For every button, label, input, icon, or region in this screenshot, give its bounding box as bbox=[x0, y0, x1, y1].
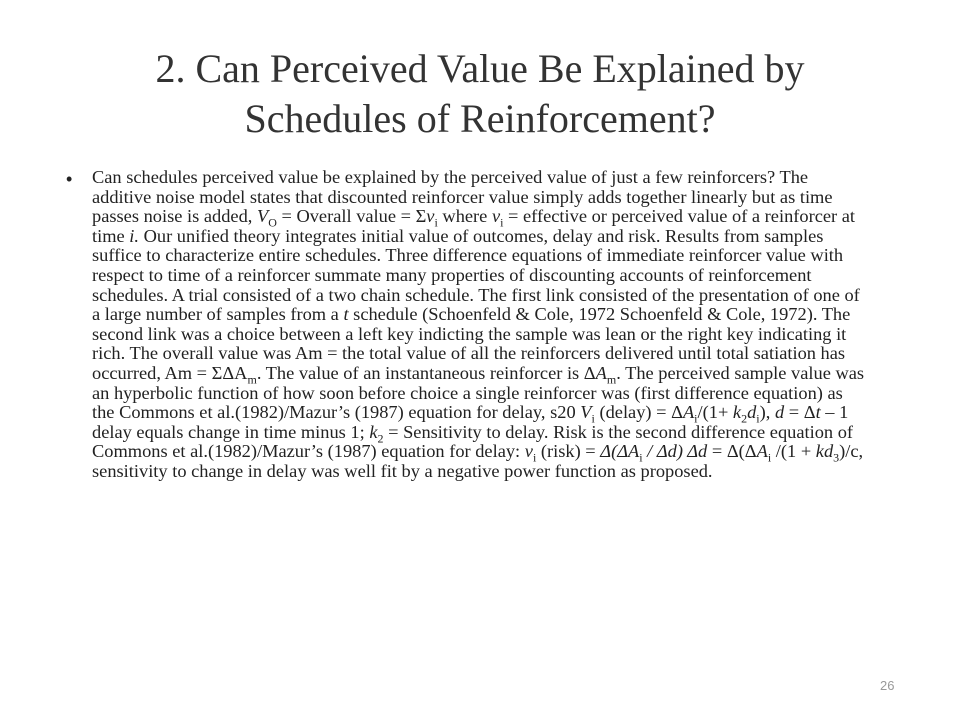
bullet-item bbox=[66, 167, 868, 482]
text-run-italic: d bbox=[774, 402, 785, 423]
text-subscript: i bbox=[591, 411, 595, 426]
text-run-italic: / Δd) Δd bbox=[642, 441, 708, 462]
text-subscript: i bbox=[694, 411, 698, 426]
text-run-italic: d bbox=[747, 402, 757, 423]
text-run-italic: kd bbox=[815, 441, 834, 462]
text-run-italic: i. bbox=[129, 225, 140, 246]
text-run-italic: v bbox=[491, 206, 501, 227]
text-subscript: i bbox=[767, 450, 772, 465]
bullet-icon: • bbox=[66, 169, 73, 189]
text-run-italic: t bbox=[815, 402, 821, 423]
text-run-italic: v bbox=[524, 441, 533, 462]
text-run: = Sensitivity to delay. Risk is the second difference equation of Commons et al.(1982)/Mazur’s (1987) equation for delay: bbox=[92, 421, 854, 462]
text-run: (delay) = Δ bbox=[594, 402, 683, 423]
text-run: )/c, sensitivity to change in delay was well fit by a negative power function as proposed. bbox=[92, 441, 864, 481]
slide-title-line-1: 2. Can Perceived Value Be Explained by bbox=[155, 46, 805, 91]
slide-title-line-2: Schedules of Reinforcement? bbox=[244, 96, 716, 141]
text-run-italic: A bbox=[682, 402, 695, 423]
text-subscript: 2 bbox=[741, 411, 748, 426]
text-run: ), bbox=[759, 402, 775, 423]
text-run: – 1 delay equals change in time minus 1; bbox=[92, 402, 849, 442]
text-run: /(1+ bbox=[697, 402, 733, 423]
text-subscript: O bbox=[268, 215, 277, 230]
text-subscript: i bbox=[434, 215, 438, 230]
text-run-italic: Δ(ΔA bbox=[600, 441, 640, 462]
text-run: /(1 + bbox=[771, 441, 816, 462]
page-number: 26 bbox=[880, 678, 895, 693]
text-subscript: i bbox=[500, 215, 504, 230]
text-run: = Δ bbox=[784, 402, 816, 423]
text-run: = Overall value = Σ bbox=[276, 206, 427, 227]
text-run-italic: A bbox=[756, 441, 768, 462]
text-run: where bbox=[437, 206, 492, 227]
text-subscript: i bbox=[756, 411, 760, 426]
text-run: schedule (Schoenfeld & Cole, 1972 Schoenfeld & Cole, 1972). The second link was a choice between a left key indicting the sample was lean or the right key indicating it rich. The overall value was Am = the total value of all the reinforcers delivered until total satiation has occurred, Am = ΣΔA bbox=[92, 304, 851, 383]
slide-title bbox=[40, 44, 920, 144]
text-run: . The value of an instantaneous reinforcer is Δ bbox=[256, 362, 596, 383]
text-run: = effective or perceived value of a reinforcer at time bbox=[92, 206, 856, 246]
text-run-italic: t bbox=[343, 304, 349, 325]
text-subscript: i bbox=[532, 450, 537, 465]
text-run-italic: V bbox=[580, 402, 592, 423]
text-run-italic: V bbox=[256, 206, 269, 227]
text-run-italic: v bbox=[426, 206, 435, 227]
bullet-body-text bbox=[92, 168, 868, 482]
text-run: Can schedules perceived value be explained by the perceived value of just a few reinforcers? The additive noise model states that discounted reinforcer value simply adds together linearly but as time passes noise is added, bbox=[92, 167, 833, 227]
text-subscript: m bbox=[247, 372, 257, 387]
text-run: Our unified theory integrates initial value of outcomes, delay and risk. Results from samples suffice to characterize entire schedules. Three difference equations of immediate reinforcer value with respect to time of a reinforcer summate many properties of discounting accounts of reinforcement schedules. A trial consisted of a two chain schedule. The first link consisted of the presentation of one of a large number of samples from a bbox=[92, 225, 860, 325]
text-run: = Δ(Δ bbox=[707, 441, 757, 462]
text-subscript: m bbox=[606, 372, 617, 387]
text-subscript: i bbox=[639, 450, 643, 465]
text-run-italic: A bbox=[595, 362, 607, 383]
text-run: . The perceived sample value was an hyperbolic function of how soon before choice a single reinforcer was (first difference equation) as the Commons et al.(1982)/Mazur’s (1987) equation for delay, s20 bbox=[92, 362, 865, 423]
text-run-italic: k bbox=[369, 421, 378, 442]
text-run-italic: k bbox=[732, 402, 742, 423]
text-subscript: 2 bbox=[377, 431, 384, 446]
text-run: (risk) = bbox=[536, 441, 601, 462]
text-subscript: 3 bbox=[833, 450, 840, 465]
